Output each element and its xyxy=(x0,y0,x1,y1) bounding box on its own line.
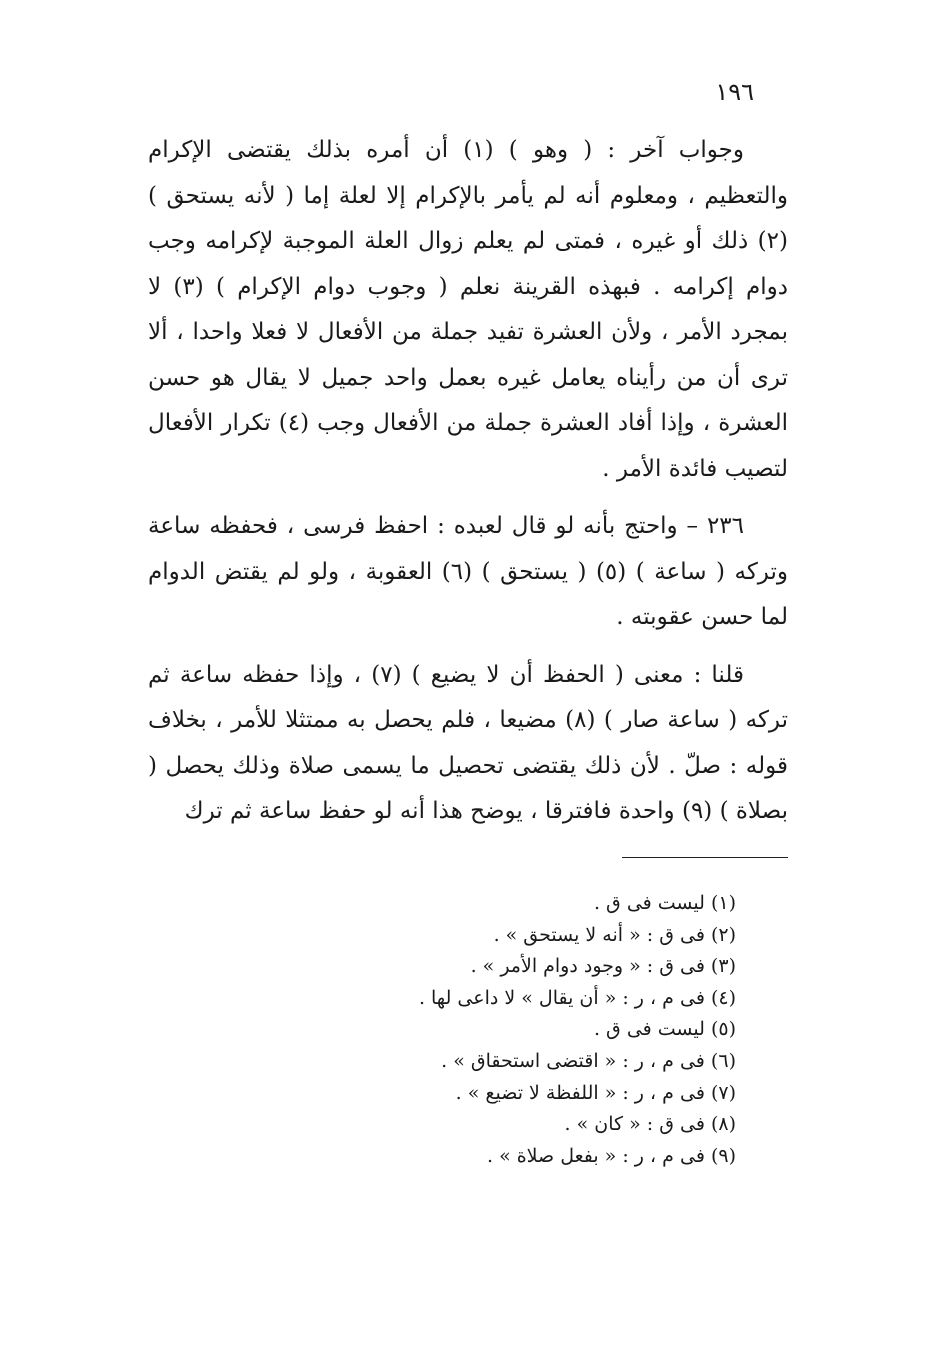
footnote-item: (٤) فى م ، ر : « أن يقال » لا داعى لها . xyxy=(418,986,736,1009)
paragraph-answer: قلنا : معنى ( الحفظ أن لا يضيع ) (٧) ، وإذا حفظه ساعة ثم تركه ( ساعة صار ) (٨) مضيعا ، فلم يحصل به ممتثلا للأمر ، بخلاف قوله : صلّ . لأن ذلك يقتضى تحصيل ما يسمى صلاة وذلك يحصل ( بصلاة ) (٩) واحدة فافترقا ، يوضح هذا أنه لو حفظ ساعة ثم ترك xyxy=(148,661,788,824)
paragraph-236: ٢٣٦ – واحتج بأنه لو قال لعبده : احفظ فرسى ، فحفظه ساعة وتركه ( ساعة ) (٥) ( يستحق ) (٦) العقوبة ، ولو لم يقتض الدوام لما حسن عقوبته . xyxy=(148,513,788,630)
footnote-item: (٧) فى م ، ر : « اللفظة لا تضيع » . xyxy=(455,1081,736,1104)
paragraph-reply: وجواب آخر : ( وهو ) (١) أن أمره بذلك يقتضى الإكرام والتعظيم ، ومعلوم أنه لم يأمر بالإكرام إلا لعلة إما ( لأنه يستحق ) (٢) ذلك أو غيره ، فمتى لم يعلم زوال العلة الموجبة لإكرامه وجب دوام إكرامه . فبهذه القرينة نعلم ( وجوب دوام الإكرام ) (٣) لا بمجرد الأمر ، ولأن العشرة تفيد جملة من الأفعال لا فعلا واحدا ، ألا ترى أن من رأيناه يعامل غيره بعمل واحد جميل لا يقال هو حسن العشرة ، وإذا أفاد العشرة جملة من الأفعال وجب (٤) تكرار الأفعال لتصيب فائدة الأمر . xyxy=(148,137,789,482)
footnote-separator xyxy=(622,857,788,858)
footnote-item: (١) ليست فى ق . xyxy=(593,892,736,914)
footnote-item: (٨) فى ق : « كان » . xyxy=(564,1113,736,1136)
footnote-item: (٣) فى ق : « وجود دوام الأمر » . xyxy=(470,955,736,978)
footnote-item: (٥) ليست فى ق . xyxy=(593,1018,736,1041)
footnotes-list xyxy=(300,888,736,1172)
footnote-item: (٩) فى م ، ر : « بفعل صلاة » . xyxy=(486,1144,736,1167)
page-number: ١٩٦ xyxy=(715,78,754,106)
footnote-item: (٢) فى ق : « أنه لا يستحق » . xyxy=(493,923,736,946)
footnote-item: (٦) فى م ، ر : « اقتضى استحقاق » . xyxy=(441,1049,736,1072)
main-text xyxy=(148,128,788,847)
